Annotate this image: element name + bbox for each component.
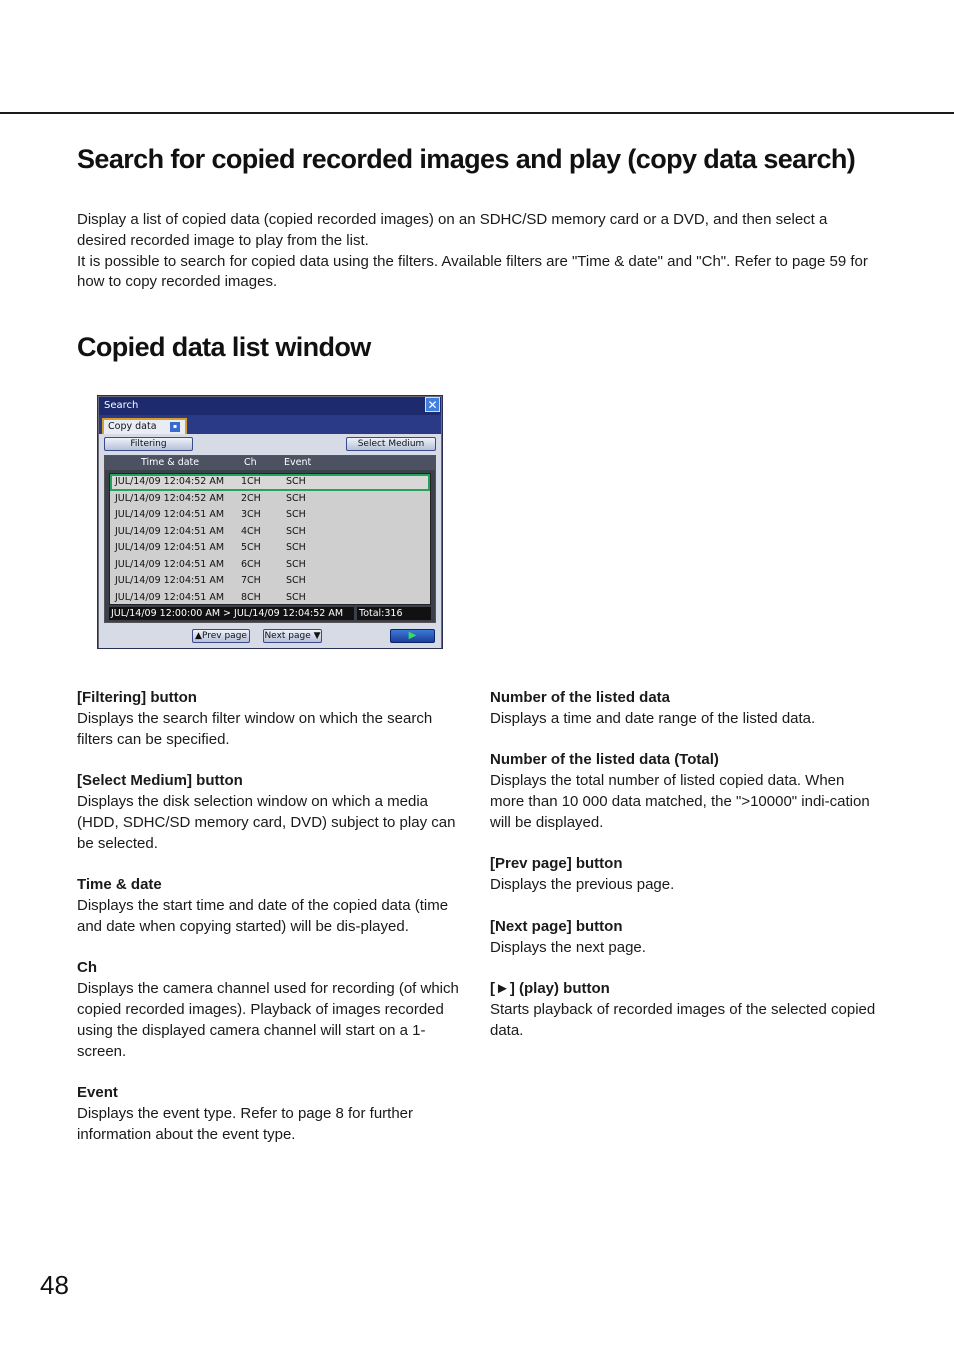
item-title: Number of the listed data (Total) — [490, 751, 719, 769]
row-ch: 4CH — [241, 525, 261, 537]
item-description: Displays the start time and date of the copied data (time and date when copying started) will be dis-played. — [77, 896, 449, 935]
item-description: Displays the camera channel used for recording (of which copied recorded images). Playback of images recorded using the displayed camera channel will start on a 1-screen. — [77, 980, 459, 1060]
next-page-button[interactable]: Next page ▼ — [264, 631, 321, 641]
list-item — [490, 979, 880, 1041]
window-title: Search — [99, 397, 441, 415]
list-item — [77, 875, 467, 937]
play-button[interactable]: ▶ — [390, 629, 435, 643]
row-event: SCH — [286, 558, 306, 570]
descriptions-right — [490, 688, 880, 1062]
column-time-date: Time & date — [141, 457, 200, 468]
list-item — [77, 1083, 467, 1145]
item-description: Displays the event type. Refer to page 8 for further information about the event type. — [77, 1104, 414, 1143]
item-title: Ch — [77, 959, 97, 977]
list-header — [105, 456, 435, 470]
item-title: [Prev page] button — [490, 855, 623, 873]
item-description: Displays the previous page. — [490, 876, 675, 894]
intro-text — [77, 210, 877, 293]
close-icon[interactable]: ✕ — [425, 397, 440, 412]
item-title: [Select Medium] button — [77, 772, 243, 790]
row-ch: 8CH — [241, 591, 261, 603]
row-ch: 7CH — [241, 575, 261, 586]
item-title: [Next page] button — [490, 917, 623, 935]
row-ch: 2CH — [241, 492, 261, 504]
table-row[interactable] — [110, 507, 430, 524]
list-item — [77, 771, 467, 854]
row-time: JUL/14/09 12:04:51 AM — [115, 558, 225, 570]
list-item — [490, 688, 880, 730]
row-ch: 5CH — [241, 542, 261, 553]
row-event: SCH — [286, 525, 306, 537]
row-event: SCH — [286, 591, 306, 603]
item-description: Starts playback of recorded images of the selected copied data. — [490, 1000, 876, 1039]
table-row[interactable] — [110, 590, 430, 607]
tab-copy-data-label: Copy data — [108, 421, 157, 432]
row-time: JUL/14/09 12:04:52 AM — [115, 492, 225, 504]
row-time: JUL/14/09 12:04:51 AM — [115, 591, 225, 603]
item-title: [►] (play) button — [490, 980, 610, 998]
select-medium-button[interactable]: Select Medium — [346, 437, 436, 451]
row-event: SCH — [286, 542, 306, 553]
table-row[interactable] — [110, 557, 430, 574]
table-row[interactable] — [110, 524, 430, 541]
intro-paragraph-1: Display a list of copied data (copied recorded images) on an SDHC/SD memory card or a DVD, and then select a desired recorded image to play from the list. — [77, 211, 828, 249]
list-footer — [109, 607, 431, 620]
descriptions-left — [77, 688, 467, 1166]
list-rows — [109, 473, 431, 605]
table-row[interactable] — [110, 540, 430, 557]
item-title: Number of the listed data — [490, 689, 671, 706]
row-event: SCH — [286, 476, 306, 487]
list-item — [490, 854, 880, 896]
list-item — [77, 688, 467, 750]
list-item — [490, 750, 880, 833]
table-row[interactable] — [110, 573, 430, 590]
item-description: Displays the search filter window on which the search filters can be specified. — [77, 709, 433, 748]
column-ch: Ch — [244, 457, 257, 468]
filtering-button[interactable]: Filtering — [104, 437, 193, 451]
table-row[interactable] — [110, 474, 430, 491]
row-time: JUL/14/09 12:04:51 AM — [115, 509, 225, 520]
top-rule — [0, 112, 954, 114]
intro-paragraph-2: It is possible to search for copied data using the filters. Available filters are "Time & date" and "Ch". Refer to page 59 for how to copy recorded images. — [77, 252, 868, 291]
media-icon: ▪ — [170, 422, 180, 432]
row-time: JUL/14/09 12:04:51 AM — [115, 525, 225, 537]
listed-total: Total:316 — [357, 607, 431, 620]
page-heading: Search for copied recorded images and play (copy data search) — [77, 144, 856, 174]
page-number: 48 — [40, 1270, 69, 1300]
section-heading: Copied data list window — [77, 332, 371, 362]
row-ch: 1CH — [241, 476, 261, 487]
tab-copy-data[interactable] — [102, 418, 187, 435]
row-event: SCH — [286, 575, 306, 586]
item-title: Time & date — [77, 876, 162, 894]
row-ch: 3CH — [241, 509, 261, 520]
row-time: JUL/14/09 12:04:51 AM — [115, 575, 225, 586]
item-title: [Filtering] button — [77, 689, 197, 706]
row-event: SCH — [286, 492, 306, 504]
copied-data-list — [104, 455, 436, 623]
prev-page-button[interactable]: ▲Prev page — [192, 629, 250, 643]
listed-range: JUL/14/09 12:00:00 AM > JUL/14/09 12:04:52 AM — [109, 607, 354, 620]
item-description: Displays the disk selection window on which a media (HDD, SDHC/SD memory card, DVD) subject to play can be selected. — [77, 792, 456, 852]
table-row[interactable] — [110, 491, 430, 508]
list-item — [77, 958, 467, 1062]
row-time: JUL/14/09 12:04:52 AM — [115, 476, 225, 487]
row-time: JUL/14/09 12:04:51 AM — [115, 542, 225, 553]
copied-data-list-screenshot — [97, 395, 443, 649]
window-body — [99, 434, 441, 648]
item-description: Displays a time and date range of the listed data. — [490, 709, 816, 727]
list-item — [490, 917, 880, 959]
row-ch: 6CH — [241, 558, 261, 570]
column-event: Event — [284, 457, 312, 468]
tab-bar — [99, 415, 441, 434]
row-event: SCH — [286, 509, 306, 520]
item-description: Displays the total number of listed copied data. When more than 10 000 data matched, the ">10000" indi-cation will be displayed. — [490, 772, 870, 831]
item-title: Event — [77, 1084, 118, 1102]
item-description: Displays the next page. — [490, 938, 646, 956]
